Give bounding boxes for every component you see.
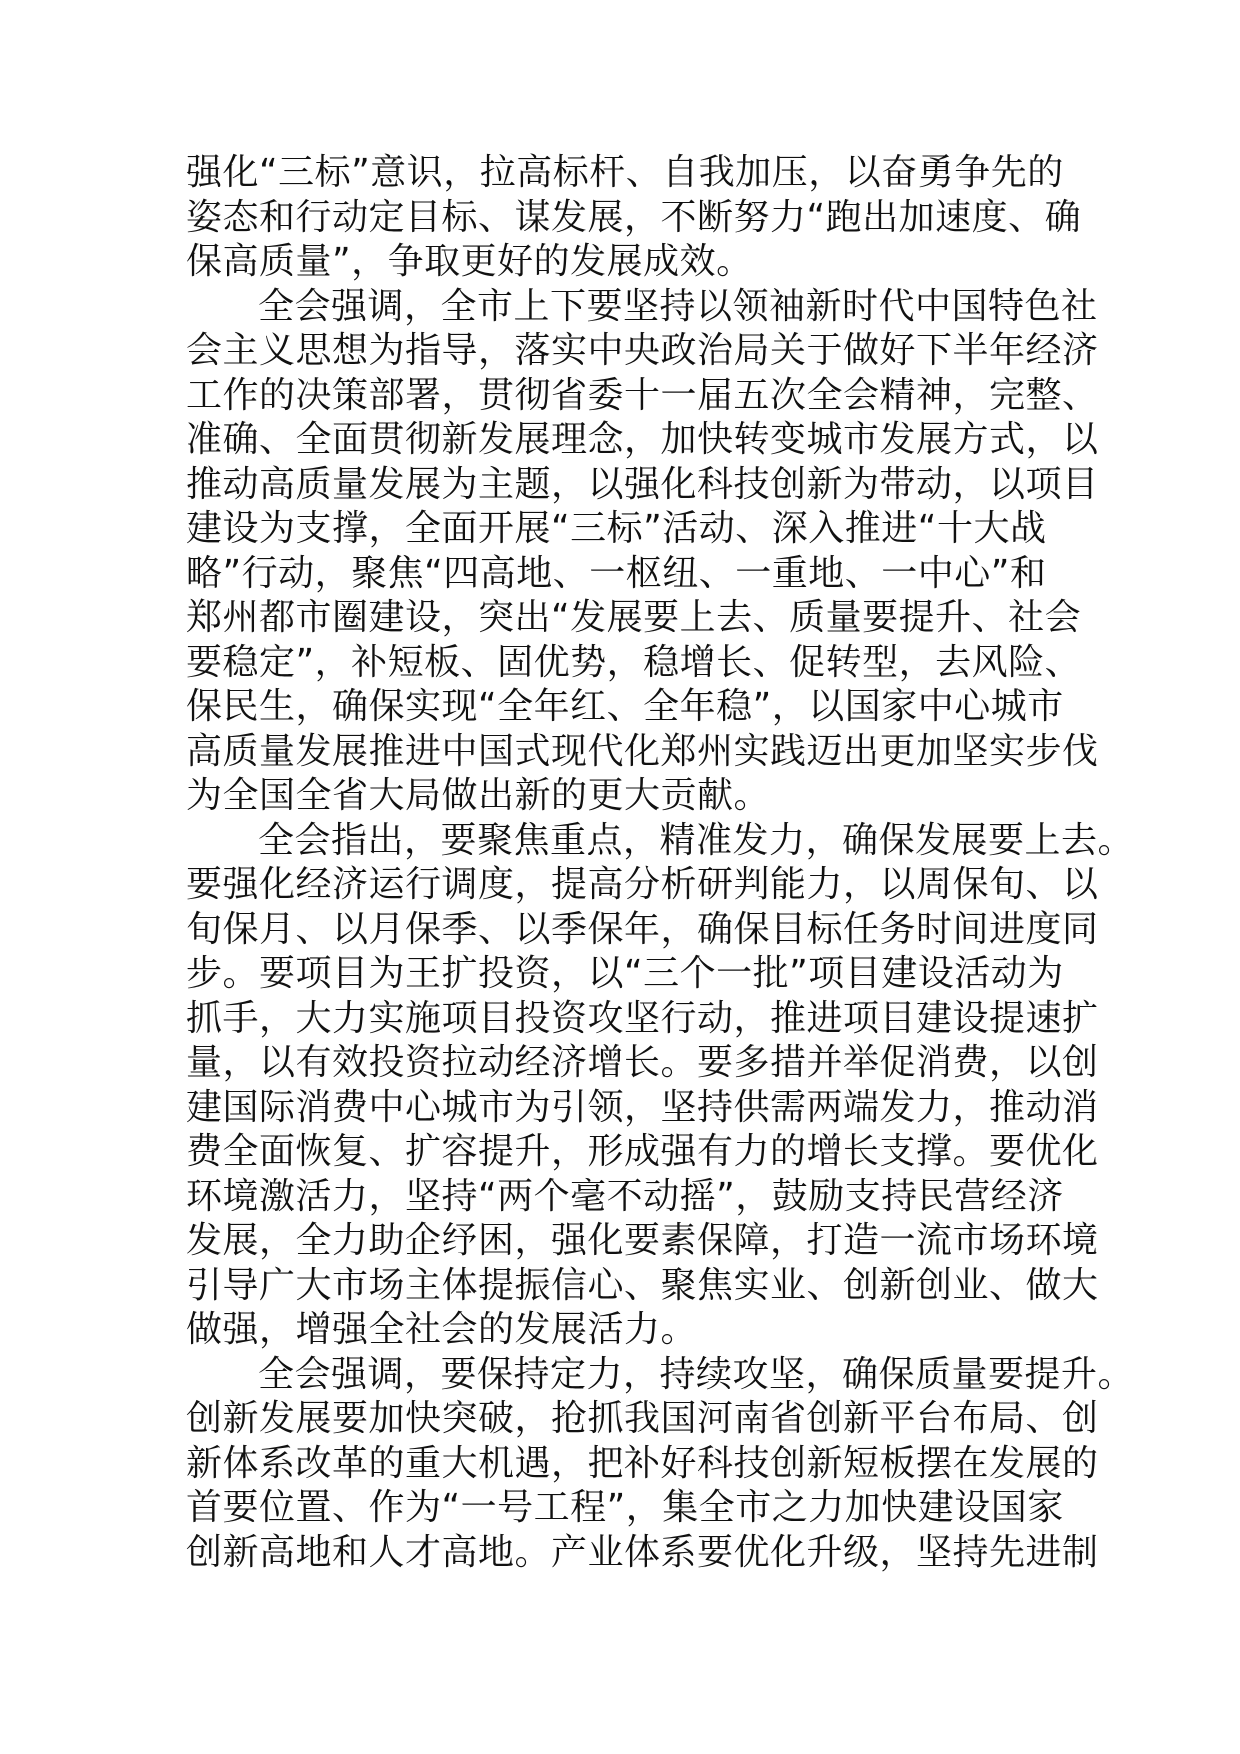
text-line: 强化“三标”意识，拉高标杆、自我加压，以奋勇争先的 [186, 152, 1064, 193]
paragraph-first-line: 全会强调，全市上下要坚持以领袖新时代中国特色社 [258, 285, 1098, 327]
paragraph-first-line: 全会指出，要聚焦重点，精准发力，确保发展要上去。 [258, 819, 1135, 861]
text-line: 创新高地和人才高地。产业体系要优化升级，坚持先进制 [186, 1531, 1099, 1573]
text-line: 旬保月、以月保季、以季保年，确保目标任务时间进度同 [186, 908, 1099, 950]
text-line: 工作的决策部署，贯彻省委十一届五次全会精神，完整、 [186, 374, 1099, 416]
text-line: 为全国全省大局做出新的更大贡献。 [186, 775, 771, 816]
text-line: 创新发展要加快突破，抢抓我国河南省创新平台布局、创 [186, 1398, 1099, 1439]
text-line: 新体系改革的重大机遇，把补好科技创新短板摆在发展的 [186, 1442, 1099, 1484]
text-line: 保高质量”，争取更好的发展成效。 [186, 241, 753, 282]
text-line: 环境激活力，坚持“两个毫不动摇”，鼓励支持民营经济 [186, 1175, 1064, 1217]
text-line: 首要位置、作为“一号工程”，集全市之力加快建设国家 [186, 1487, 1064, 1528]
text-line: 建国际消费中心城市为引领，坚持供需两端发力，推动消 [186, 1086, 1099, 1128]
text-line: 会主义思想为指导，落实中央政治局关于做好下半年经济 [186, 330, 1099, 371]
text-line: 引导广大市场主体提振信心、聚焦实业、创新创业、做大 [186, 1264, 1099, 1306]
text-line: 费全面恢复、扩容提升，形成强有力的增长支撑。要优化 [186, 1131, 1099, 1172]
text-line: 要强化经济运行调度，提高分析研判能力，以周保旬、以 [186, 864, 1099, 905]
text-line: 准确、全面贯彻新发展理念，加快转变城市发展方式，以 [186, 419, 1099, 460]
text-line: 略”行动，聚焦“四高地、一枢纽、一重地、一中心”和 [186, 552, 1047, 594]
text-line: 高质量发展推进中国式现代化郑州实践迈出更加坚实步伐 [186, 730, 1099, 772]
text-line: 发展，全力助企纾困，强化要素保障，打造一流市场环境 [186, 1220, 1099, 1261]
text-line: 量，以有效投资拉动经济增长。要多措并举促消费，以创 [186, 1042, 1099, 1083]
text-line: 做强，增强全社会的发展活力。 [186, 1309, 698, 1350]
text-line: 步。要项目为王扩投资，以“三个一批”项目建设活动为 [186, 953, 1064, 994]
paragraph-first-line: 全会强调，要保持定力，持续攻坚，确保质量要提升。 [258, 1353, 1135, 1395]
document-body [186, 151, 1135, 1575]
text-line: 郑州都市圈建设，突出“发展要上去、质量要提升、社会 [186, 597, 1082, 638]
text-line: 建设为支撑，全面开展“三标”活动、深入推进“十大战 [186, 508, 1047, 549]
text-line: 姿态和行动定目标、谋发展，不断努力“跑出加速度、确 [186, 196, 1082, 238]
text-line: 抓手，大力实施项目投资攻坚行动，推进项目建设提速扩 [186, 997, 1099, 1039]
text-line: 推动高质量发展为主题，以强化科技创新为带动，以项目 [186, 463, 1099, 505]
text-line: 要稳定”，补短板、固优势，稳增长、促转型，去风险、 [186, 641, 1082, 683]
text-line: 保民生，确保实现“全年红、全年稳”，以国家中心城市 [186, 686, 1064, 727]
